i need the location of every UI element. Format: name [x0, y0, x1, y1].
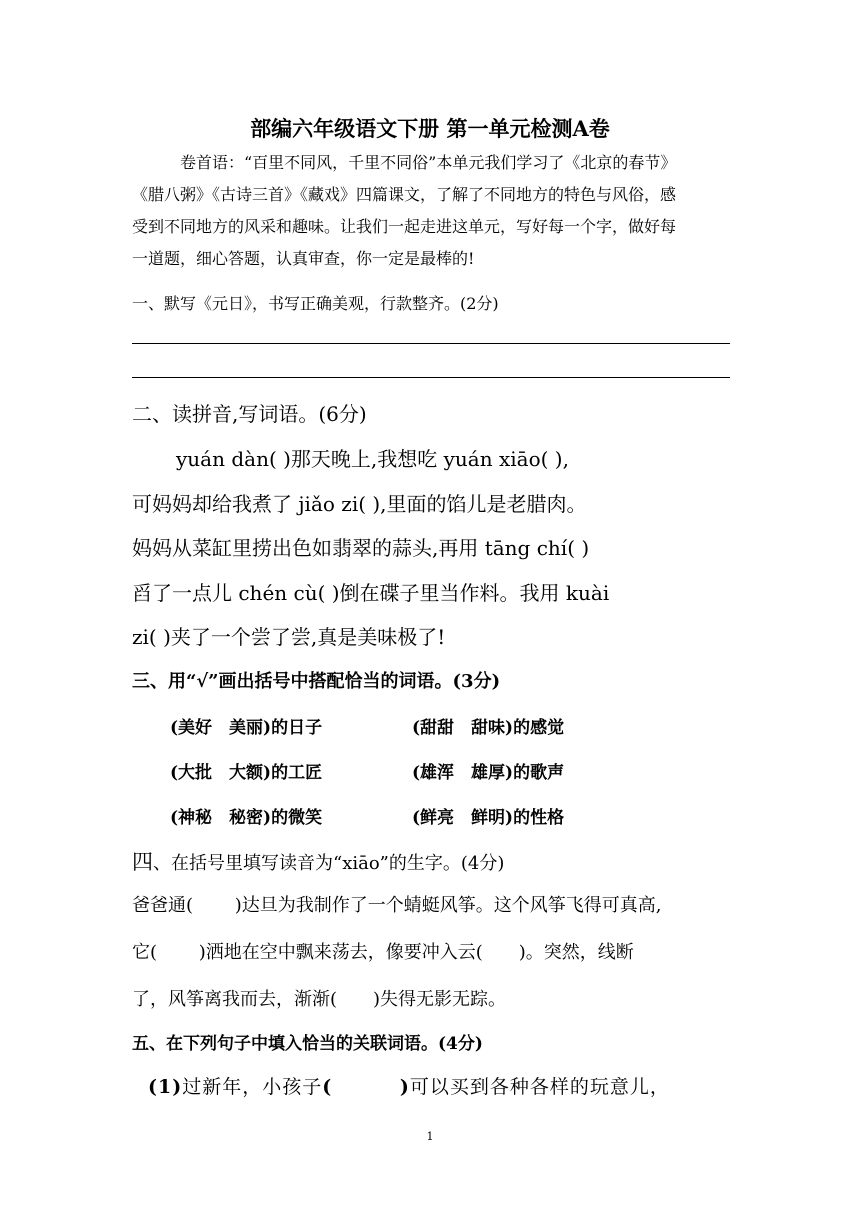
passage-line: 了，风筝离我而去，渐渐( )失得无影无踪。 [132, 989, 507, 1010]
pinyin-line: 可妈妈却给我煮了 jiǎo zi( ),里面的馅儿是老腊肉。 [132, 491, 587, 516]
section1-heading: 一、默写《元日》，书写正确美观，行款整齐。(2分) [132, 294, 499, 313]
preface-line: 卷首语：“百里不同风，千里不同俗”本单元我们学习了《北京的春节》 [180, 153, 677, 172]
section4-passage [132, 882, 742, 1023]
section5-heading: 五、在下列句子中填入恰当的关联词语。(4分) [132, 1034, 483, 1054]
section5-question-1 [148, 1072, 670, 1099]
page-title: 部编六年级语文下册 第一单元检测A卷 [250, 116, 610, 141]
preface [132, 147, 732, 275]
passage-line: 它( )洒地在空中飘来荡去，像要冲入云( )。突然，线断 [132, 942, 634, 963]
page-number: 1 [426, 1130, 434, 1143]
passage-line: 爸爸通( )达旦为我制作了一个蜻蜓风筝。这个风筝飞得可真高, [132, 895, 662, 916]
section3-heading: 三、用“√”画出括号中搭配恰当的词语。(3分) [132, 671, 501, 692]
preface-line: 《腊八粥》《古诗三首》《藏戏》四篇课文，了解了不同地方的特色与风俗，感 [132, 185, 677, 204]
preface-line: 一道题，细心答题，认真审查，你一定是最棒的! [132, 249, 475, 268]
question-number: (1) [148, 1076, 183, 1098]
section4-heading-text: 、在括号里填写读音为“xiāo”的生字。(4分) [153, 853, 505, 874]
question-text: 可以买到各种各样的玩意儿， [409, 1076, 670, 1098]
section4-number: 四 [132, 850, 153, 874]
section4-heading [132, 846, 504, 876]
pinyin-line: 妈妈从菜缸里捞出色如翡翠的蒜头,再用 tāng chí( ) [132, 536, 590, 560]
section2-heading: 二、读拼音,写词语。(6分) [132, 402, 367, 426]
pinyin-line: yuán dàn( )那天晚上,我想吃 yuán xiāo( ), [176, 447, 569, 471]
pinyin-passage [132, 437, 742, 660]
answer-line [132, 343, 730, 344]
word-choice: (鲜亮 鲜明)的性格 [412, 808, 565, 828]
answer-line [132, 377, 730, 378]
word-choice: (甜甜 甜味)的感觉 [412, 718, 565, 738]
pinyin-line: 舀了一点儿 chén cù( )倒在碟子里当作料。我用 kuài [132, 580, 610, 605]
word-choice: (神秘 秘密)的微笑 [170, 808, 323, 828]
pinyin-line: zi( )夹了一个尝了尝,真是美味极了! [132, 625, 446, 649]
word-choice: (大批 大额)的工匠 [170, 763, 323, 783]
question-text: 过新年，小孩子 [182, 1076, 323, 1098]
preface-line: 受到不同地方的风采和趣味。让我们一起走进这单元，写好每一个字，做好每 [132, 217, 677, 236]
answer-blank: ( ) [322, 1076, 410, 1098]
word-choice: (雄浑 雄厚)的歌声 [412, 763, 565, 783]
word-choice: (美好 美丽)的日子 [170, 718, 323, 738]
